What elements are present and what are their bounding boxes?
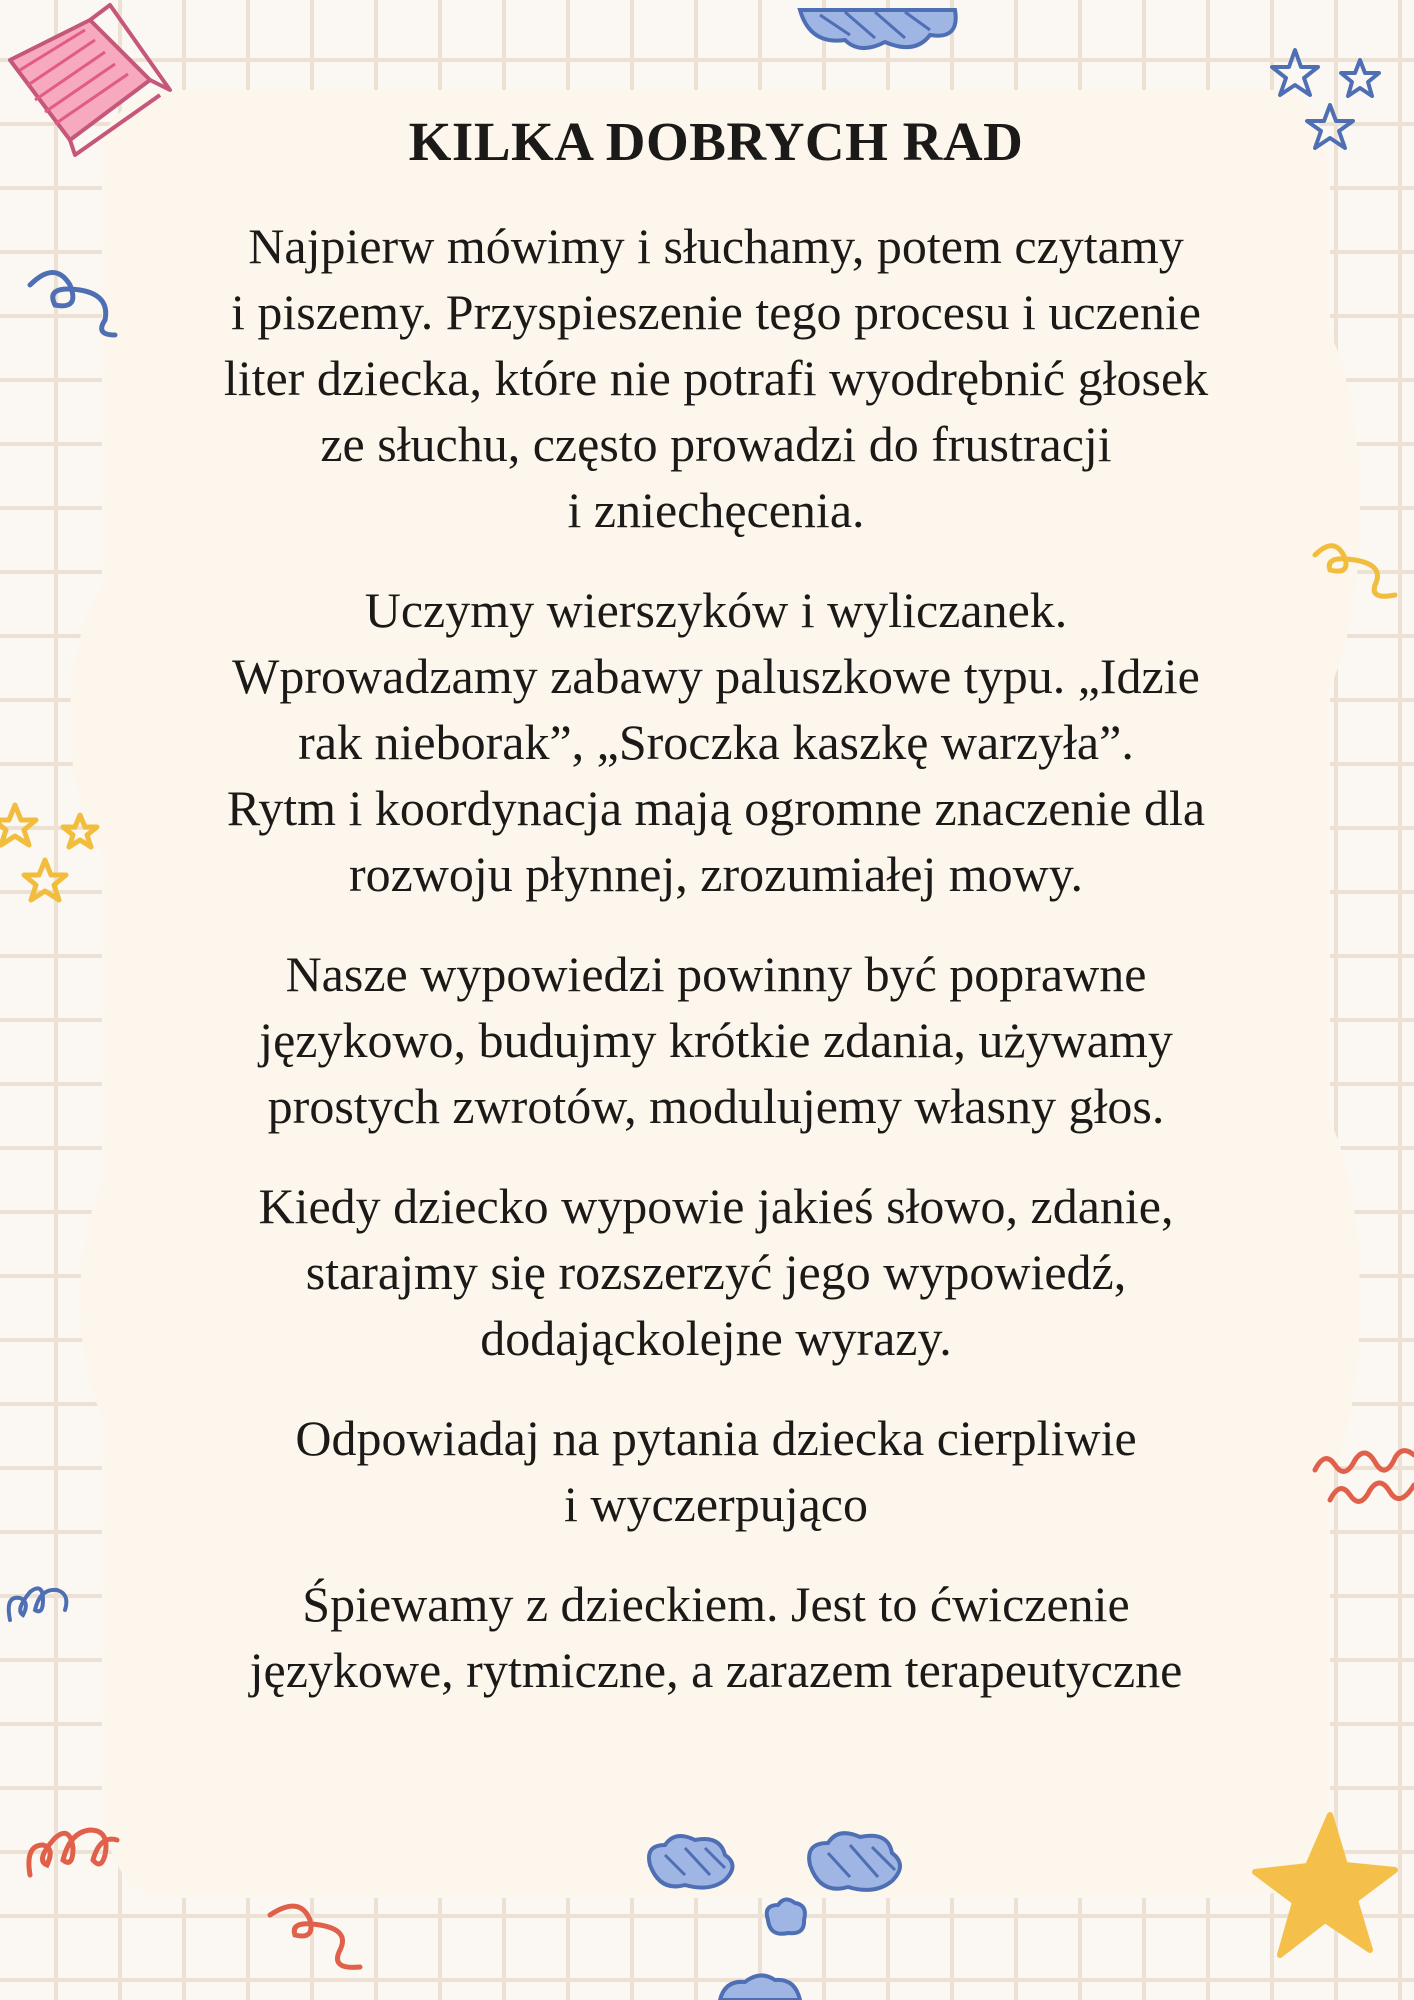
wave-icon: [1310, 1440, 1414, 1520]
tip-paragraph: Kiedy dziecko wypowie jakieś słowo, zdanie, starajmy się rozszerzyć jego wypowiedź, dodająckolejne wyrazy.: [258, 1178, 1174, 1366]
tip-paragraph: Uczymy wierszyków i wyliczanek. Wprowadzamy zabawy paluszkowe typu. „Idzie rak nieborak”, „Sroczka kaszkę warzyła”. Rytm i koordynacja mają ogromne znaczenie dla rozwoju płynnej, zrozumiałej mowy.: [226, 582, 1206, 902]
star-icon: [0, 800, 105, 915]
cloud-icon: [760, 1895, 810, 1940]
cloud-icon: [715, 1970, 805, 2000]
squiggle-icon: [5, 1580, 75, 1625]
tips-content: [112, 110, 1320, 1737]
cloud-icon: [640, 1830, 740, 1895]
squiggle-icon: [265, 1895, 365, 1975]
tip-paragraph: Najpierw mówimy i słuchamy, potem czytamy i piszemy. Przyspieszenie tego procesu i uczenie liter dziecka, które nie potrafi wyodrębnić głosek ze słuchu, często prowadzi do frustracji i zniechęcenia.: [223, 218, 1209, 538]
tip-paragraph: Odpowiadaj na pytania dziecka cierpliwie i wyczerpująco: [295, 1410, 1137, 1532]
tip-paragraph: Śpiewamy z dzieckiem. Jest to ćwiczenie językowe, rytmiczne, a zarazem terapeutyczne: [249, 1576, 1183, 1698]
star-icon: [1250, 1810, 1400, 1960]
cloud-icon: [800, 1825, 910, 1900]
squiggle-icon: [25, 1820, 120, 1880]
tip-paragraph: Nasze wypowiedzi powinny być poprawne językowo, budujmy krótkie zdania, używamy prostych zwrotów, modulujemy własny głos.: [259, 946, 1173, 1134]
cloud-icon: [790, 0, 970, 55]
page-title: KILKA DOBRYCH RAD: [408, 111, 1024, 172]
squiggle-icon: [1310, 540, 1400, 605]
squiggle-icon: [25, 265, 125, 340]
